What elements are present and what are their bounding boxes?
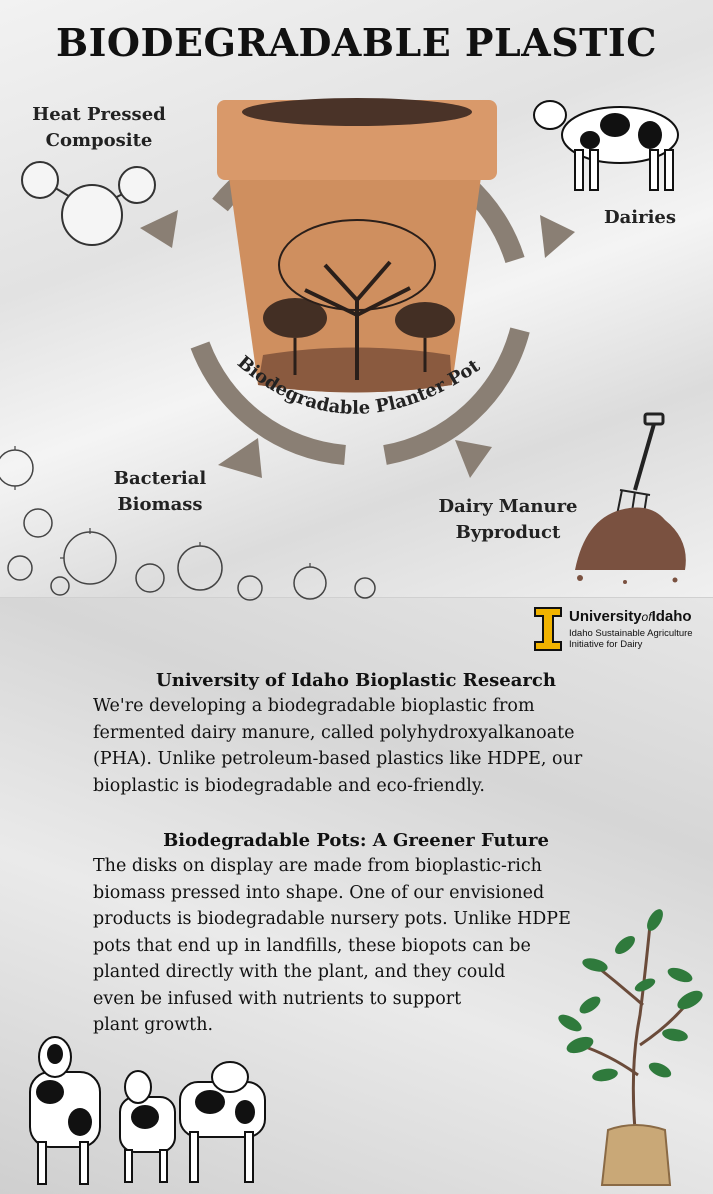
label-heat-pressed-line2: Composite [45, 130, 153, 151]
potted-tree-illustration [530, 905, 710, 1185]
section1-heading: University of Idaho Bioplastic Research [156, 670, 556, 691]
section1-line: bioplastic is biodegradable and eco-friendly. [93, 775, 485, 796]
section1-paragraph [93, 693, 582, 799]
cycle-center-label: Biodegradable Planter Pot [233, 351, 484, 419]
idaho-i-icon [533, 606, 563, 652]
section2-line: plant growth. [93, 1015, 214, 1035]
section2-line: The disks on display are made from bioplastic-rich [93, 856, 542, 876]
logo-name [569, 608, 692, 625]
cows-group-illustration [20, 1032, 280, 1192]
logo-name-of: of [641, 610, 652, 624]
section2-line: even be infused with nutrients to support [93, 988, 462, 1009]
label-heat-pressed-line1: Heat Pressed [32, 104, 166, 125]
label-manure-line1: Dairy Manure [438, 496, 578, 517]
logo-name-a: University [569, 608, 642, 625]
section1-line: We're developing a biodegradable bioplastic from [93, 696, 535, 716]
molecule-icon [12, 150, 152, 260]
university-logo [533, 606, 703, 656]
section2-line: products is biodegradable nursery pots. Unlike HDPE [93, 909, 571, 929]
section1-line: fermented dairy manure, called polyhydroxyalkanoate [93, 722, 575, 743]
label-heat-pressed [24, 102, 174, 154]
section2-heading: Biodegradable Pots: A Greener Future [163, 830, 549, 851]
section1-line: (PHA). Unlike petroleum-based plastics like HDPE, our [93, 749, 583, 769]
section2-line: planted directly with the plant, and they could [93, 962, 506, 982]
label-manure [425, 494, 591, 546]
label-dairies: Dairies [603, 207, 677, 228]
section2-line: biomass pressed into shape. One of our envisioned [93, 882, 545, 903]
section2-line: pots that end up in landfills, these biopots can be [93, 935, 531, 956]
logo-subtitle-line1: Idaho Sustainable Agriculture [569, 628, 693, 639]
logo-subtitle-line2: Initiative for Dairy [569, 639, 643, 650]
label-bacterial-line2: Biomass [117, 494, 203, 515]
poster-title: BIODEGRADABLE PLASTIC [56, 20, 657, 65]
label-bacterial-line1: Bacterial [113, 468, 207, 489]
logo-name-b: Idaho [651, 608, 692, 625]
label-manure-line2: Byproduct [455, 522, 561, 543]
cow-icon [520, 90, 690, 200]
label-bacterial [100, 466, 220, 518]
logo-subtitle [569, 628, 709, 650]
svg-text:Biodegradable Planter Pot [233, 352, 484, 419]
microbes-illustration [0, 438, 420, 598]
section2-paragraph [93, 853, 571, 1039]
